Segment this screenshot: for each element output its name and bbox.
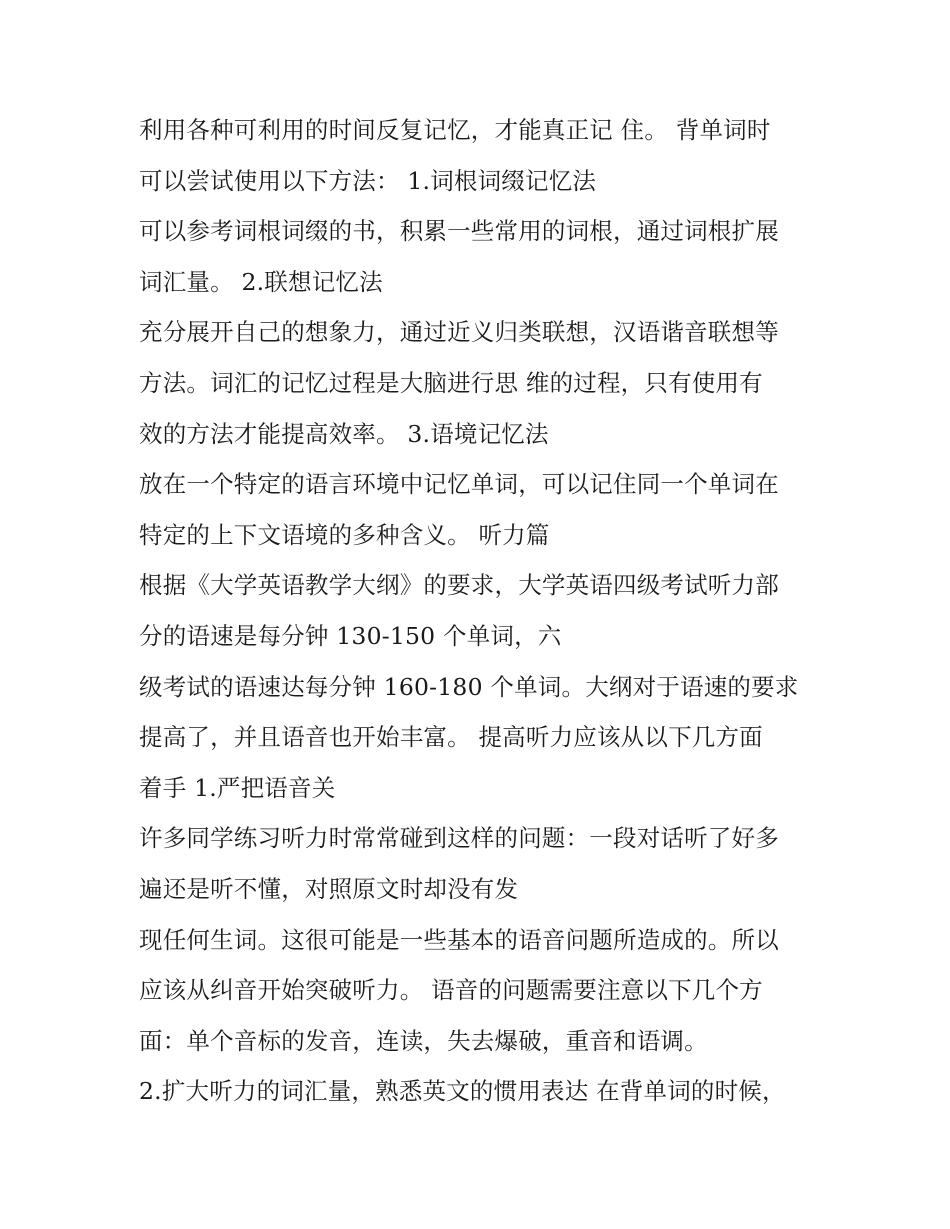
text-line: 可以尝试使用以下方法： 1.词根词缀记忆法 bbox=[139, 167, 597, 195]
text-line: 方法。词汇的记忆过程是大脑进行思 维的过程，只有使用有 bbox=[139, 369, 763, 397]
text-line: 效的方法才能提高效率。 3.语境记忆法 bbox=[139, 420, 549, 448]
text-line: 遍还是听不懂，对照原文时却没有发 bbox=[139, 875, 519, 903]
text-line: 面：单个音标的发音，连读，失去爆破，重音和语调。 bbox=[139, 1027, 708, 1055]
text-line: 现任何生词。这很可能是一些基本的语音问题所造成的。所以 bbox=[139, 926, 779, 954]
text-line: 着手 1.严把语音关 bbox=[139, 774, 336, 802]
text-line: 根据《大学英语教学大纲》的要求，大学英语四级考试听力部 bbox=[139, 571, 779, 599]
text-line: 放在一个特定的语言环境中记忆单词，可以记住同一个单词在 bbox=[139, 470, 779, 498]
text-line: 分的语速是每分钟 130-150 个单词，六 bbox=[139, 622, 562, 650]
text-line: 级考试的语速达每分钟 160-180 个单词。大纲对于语速的要求 bbox=[139, 673, 799, 701]
text-line: 词汇量。 2.联想记忆法 bbox=[139, 268, 383, 296]
text-line: 提高了，并且语音也开始丰富。 提高听力应该从以下几方面 bbox=[139, 723, 763, 751]
text-line: 特定的上下文语境的多种含义。 听力篇 bbox=[139, 521, 550, 549]
text-line: 充分展开自己的想象力，通过近义归类联想，汉语谐音联想等 bbox=[139, 318, 779, 346]
text-line: 可以参考词根词缀的书，积累一些常用的词根，通过词根扩展 bbox=[139, 217, 779, 245]
text-line: 许多同学练习听力时常常碰到这样的问题：一段对话听了好多 bbox=[139, 824, 779, 852]
text-line: 利用各种可利用的时间反复记忆，才能真正记 住。 背单词时 bbox=[139, 116, 771, 144]
text-line: 2.扩大听力的词汇量，熟悉英文的惯用表达 在背单词的时候， bbox=[139, 1077, 786, 1105]
text-line: 应该从纠音开始突破听力。 语音的问题需要注意以下几个方 bbox=[139, 976, 763, 1004]
